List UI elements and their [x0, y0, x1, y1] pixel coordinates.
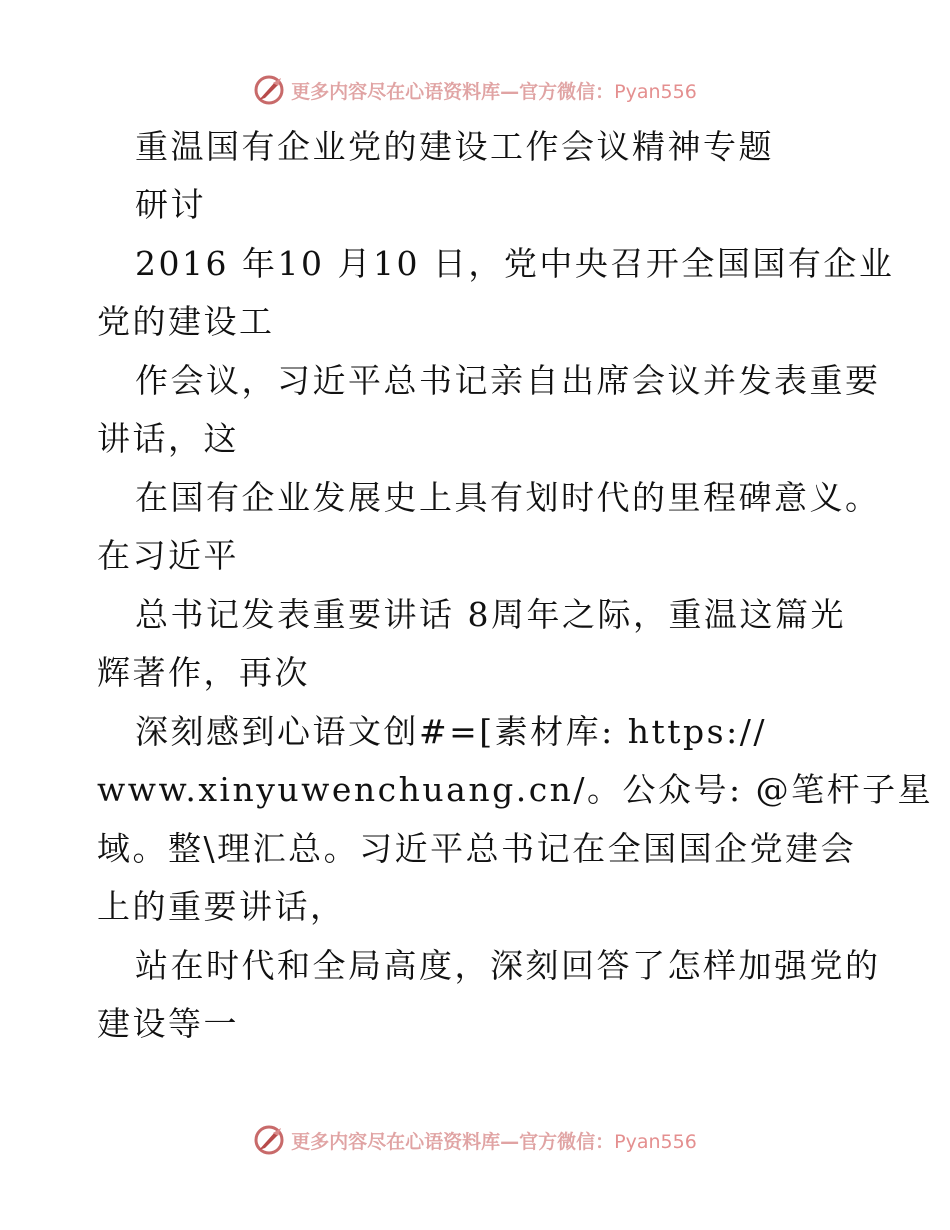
footer-wechat-id: Pyan556	[614, 1130, 697, 1153]
doc-line: 上的重要讲话，	[97, 887, 346, 926]
doc-title-line-1: 重温国有企业党的建设工作会议精神专题	[135, 127, 774, 166]
doc-line: 作会议，习近平总书记亲自出席会议并发表重要	[135, 361, 881, 400]
footer-banner-text: 更多内容尽在心语资料库—官方微信：Pyan556	[291, 1130, 697, 1153]
doc-line: 站在时代和全局高度，深刻回答了怎样加强党的	[135, 946, 881, 985]
doc-line: 在习近平	[97, 536, 239, 575]
doc-line: 域。整\理汇总。习近平总书记在全国国企党建会	[97, 829, 857, 868]
doc-line: 深刻感到心语文创#=[素材库: https://	[135, 712, 767, 751]
quill-logo-icon	[253, 1124, 285, 1156]
doc-line: 讲话，这	[97, 419, 239, 458]
header-wechat-id: Pyan556	[614, 80, 697, 103]
doc-line: 2016 年10 月10 日，党中央召开全国国有企业	[135, 244, 895, 283]
quill-logo-icon	[253, 74, 285, 106]
doc-line: www.xinyuwenchuang.cn/。公众号: @笔杆子星	[97, 770, 934, 809]
doc-line: 辉著作，再次	[97, 653, 310, 692]
doc-title-line-2: 研讨	[135, 185, 206, 224]
doc-line: 总书记发表重要讲话 8周年之际，重温这篇光	[135, 595, 846, 634]
doc-line: 建设等一	[97, 1004, 239, 1043]
doc-line: 党的建设工	[97, 302, 275, 341]
footer-banner	[0, 1120, 950, 1160]
doc-line: 在国有企业发展史上具有划时代的里程碑意义。	[135, 478, 881, 517]
header-banner-text: 更多内容尽在心语资料库—官方微信：Pyan556	[291, 80, 697, 103]
header-banner	[0, 70, 950, 110]
